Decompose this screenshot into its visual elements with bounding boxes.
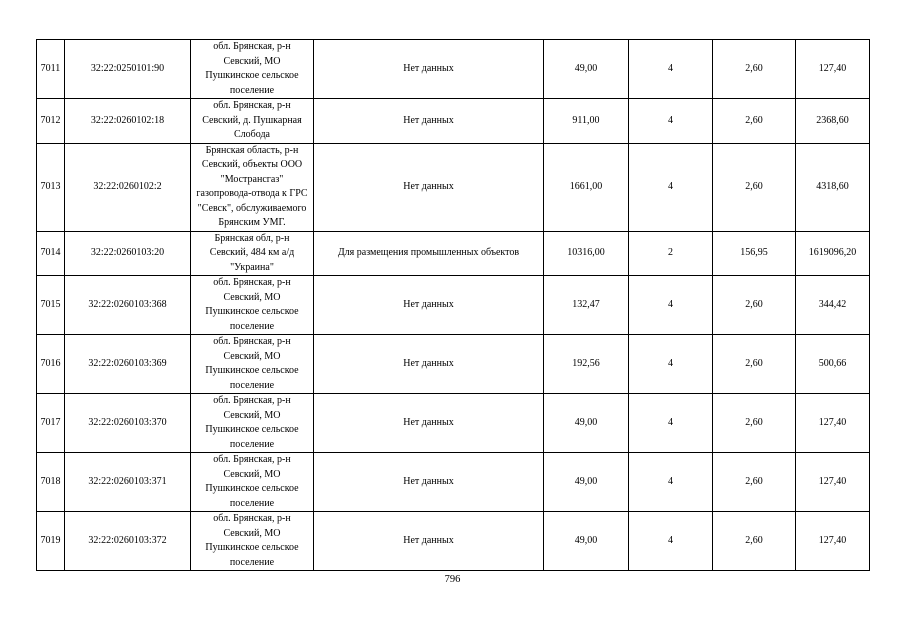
cadastral-value: 2368,60 [796, 99, 870, 144]
table-row [37, 394, 870, 453]
cadastral-value: 1619096,20 [796, 231, 870, 276]
use-category: 4 [629, 40, 713, 99]
cadastral-number: 32:22:0260103:372 [65, 512, 191, 571]
area: 49,00 [544, 453, 629, 512]
use-category: 4 [629, 335, 713, 394]
permitted-use: Нет данных [314, 99, 544, 144]
cadastral-value: 4318,60 [796, 143, 870, 231]
area: 192,56 [544, 335, 629, 394]
row-number: 7014 [37, 231, 65, 276]
use-category: 4 [629, 99, 713, 144]
use-category: 4 [629, 276, 713, 335]
area: 49,00 [544, 40, 629, 99]
cadastral-value: 344,42 [796, 276, 870, 335]
address: обл. Брянская, р-н Севский, МО Пушкинское сельское поселение [191, 512, 314, 571]
permitted-use: Нет данных [314, 276, 544, 335]
rate: 2,60 [713, 99, 796, 144]
area: 132,47 [544, 276, 629, 335]
cadastral-number: 32:22:0260103:368 [65, 276, 191, 335]
permitted-use: Нет данных [314, 143, 544, 231]
page-number: 796 [444, 574, 461, 585]
table-row [37, 335, 870, 394]
address: Брянская область, р-н Севский, объекты ООО "Мострансгаз" газопровода-отвода к ГРС "Севск", обслуживаемого Брянским УМГ. [191, 143, 314, 231]
address: обл. Брянская, р-н Севский, д. Пушкарная Слобода [191, 99, 314, 144]
row-number: 7017 [37, 394, 65, 453]
row-number: 7019 [37, 512, 65, 571]
address: обл. Брянская, р-н Севский, МО Пушкинское сельское поселение [191, 394, 314, 453]
table-row [37, 453, 870, 512]
rate: 2,60 [713, 40, 796, 99]
row-number: 7012 [37, 99, 65, 144]
rate: 156,95 [713, 231, 796, 276]
rate: 2,60 [713, 335, 796, 394]
cadastral-number: 32:22:0260102:2 [65, 143, 191, 231]
rate: 2,60 [713, 453, 796, 512]
table-row [37, 231, 870, 276]
rate: 2,60 [713, 276, 796, 335]
address: обл. Брянская, р-н Севский, МО Пушкинское сельское поселение [191, 40, 314, 99]
cadastral-value: 127,40 [796, 512, 870, 571]
use-category: 2 [629, 231, 713, 276]
cadastral-number: 32:22:0260102:18 [65, 99, 191, 144]
table-row [37, 512, 870, 571]
cadastral-number: 32:22:0250101:90 [65, 40, 191, 99]
area: 911,00 [544, 99, 629, 144]
use-category: 4 [629, 453, 713, 512]
permitted-use: Нет данных [314, 394, 544, 453]
cadastral-number: 32:22:0260103:20 [65, 231, 191, 276]
cadastral-value: 127,40 [796, 394, 870, 453]
permitted-use: Нет данных [314, 40, 544, 99]
rate: 2,60 [713, 512, 796, 571]
row-number: 7015 [37, 276, 65, 335]
area: 10316,00 [544, 231, 629, 276]
address: Брянская обл, р-н Севский, 484 км а/д "Украина" [191, 231, 314, 276]
table-row [37, 143, 870, 231]
address: обл. Брянская, р-н Севский, МО Пушкинское сельское поселение [191, 335, 314, 394]
row-number: 7013 [37, 143, 65, 231]
permitted-use: Нет данных [314, 512, 544, 571]
rate: 2,60 [713, 394, 796, 453]
cadastral-value: 127,40 [796, 453, 870, 512]
cadastral-value: 127,40 [796, 40, 870, 99]
row-number: 7018 [37, 453, 65, 512]
row-number: 7016 [37, 335, 65, 394]
permitted-use: Нет данных [314, 453, 544, 512]
land-plots-table [36, 39, 870, 571]
cadastral-number: 32:22:0260103:371 [65, 453, 191, 512]
address: обл. Брянская, р-н Севский, МО Пушкинское сельское поселение [191, 276, 314, 335]
cadastral-value: 500,66 [796, 335, 870, 394]
use-category: 4 [629, 512, 713, 571]
table-row [37, 276, 870, 335]
area: 49,00 [544, 394, 629, 453]
area: 49,00 [544, 512, 629, 571]
cadastral-number: 32:22:0260103:370 [65, 394, 191, 453]
address: обл. Брянская, р-н Севский, МО Пушкинское сельское поселение [191, 453, 314, 512]
cadastral-number: 32:22:0260103:369 [65, 335, 191, 394]
table-row [37, 40, 870, 99]
rate: 2,60 [713, 143, 796, 231]
use-category: 4 [629, 143, 713, 231]
permitted-use: Нет данных [314, 335, 544, 394]
permitted-use: Для размещения промышленных объектов [314, 231, 544, 276]
area: 1661,00 [544, 143, 629, 231]
row-number: 7011 [37, 40, 65, 99]
table-row [37, 99, 870, 144]
use-category: 4 [629, 394, 713, 453]
